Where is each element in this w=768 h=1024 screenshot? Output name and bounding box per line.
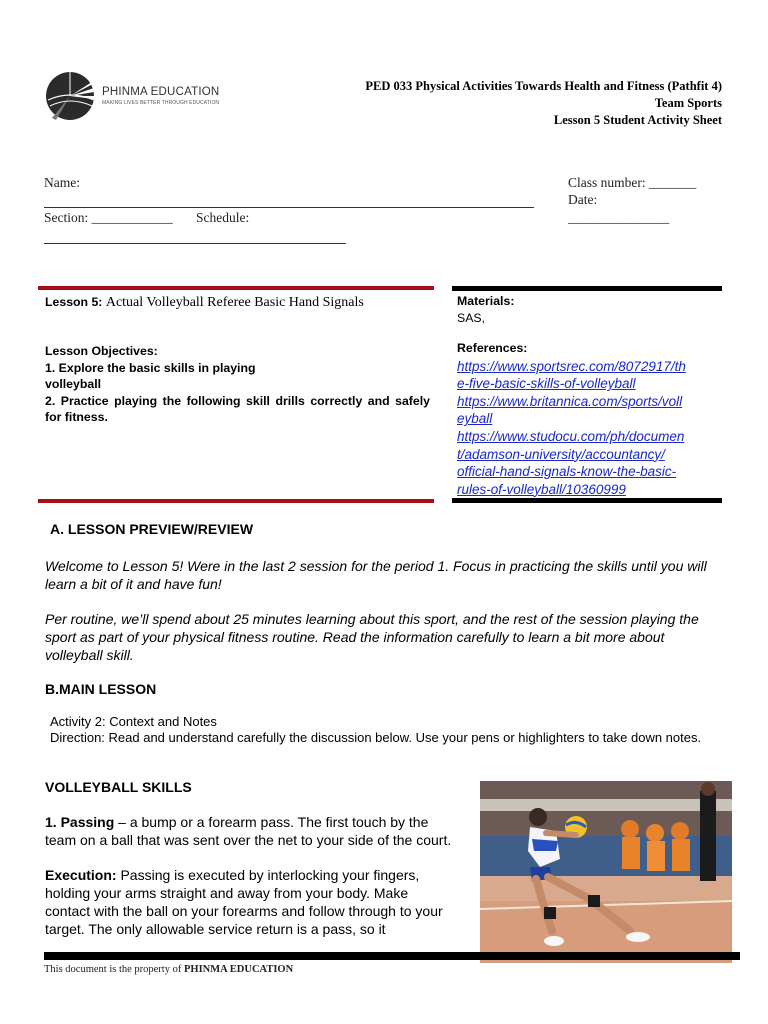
top-black-rule [452, 286, 722, 291]
execution-text: Passing is executed by interlocking your fingers, holding your arms straight and away from your body. Make contact with the ball on your forearms and follow through to your target. The only allowable service return is a pass, so it [45, 867, 443, 937]
section-a-paragraph-2: Per routine, we’ll spend about 25 minutes learning about this sport, and the rest of the session playing the sport as part of your physical fitness routine. Read the information carefully to learn a bit more about volleyball skill. [45, 611, 699, 663]
footer-rule [44, 952, 740, 960]
lesson-title: Actual Volleyball Referee Basic Hand Signals [105, 295, 364, 310]
section-label[interactable]: Section: ____________ [44, 210, 173, 225]
references-block [457, 340, 722, 498]
course-title: PED 033 Physical Activities Towards Health and Fitness (Pathfit 4) [365, 79, 722, 93]
logo-tagline: MAKING LIVES BETTER THROUGH EDUCATION [102, 100, 220, 106]
logo-emblem-icon [44, 70, 98, 122]
objective-1: 1. Explore the basic skills in playing [45, 360, 256, 375]
materials-heading: Materials: [457, 294, 515, 308]
footer-prefix: This document is the property of [44, 964, 184, 975]
document-header [365, 78, 722, 129]
name-underline[interactable] [44, 207, 534, 208]
name-label: Name: [44, 175, 80, 190]
section-a-paragraph-1: Welcome to Lesson 5! Were in the last 2 session for the period 1. Focus in practicing the skills until you will learn a bit of it and have fun! [45, 558, 707, 592]
section-a-heading: A. LESSON PREVIEW/REVIEW [50, 521, 254, 537]
execution-label: Execution: [45, 867, 117, 883]
passing-label: 1. Passing [45, 814, 115, 830]
footer-text [44, 964, 293, 975]
subject-title: Team Sports [654, 96, 722, 110]
sheet-title: Lesson 5 Student Activity Sheet [553, 113, 722, 127]
phinma-logo [44, 70, 224, 122]
lesson-title-line [45, 294, 435, 312]
volleyball-player-photo [480, 781, 732, 963]
reference-link-sportsrec[interactable]: https://www.sportsrec.com/8072917/th e-five-basic-skills-of-volleyball [457, 358, 686, 392]
reference-link-studocu[interactable]: https://www.studocu.com/ph/documen t/adamson-university/accountancy/ official-hand-signals-know-the-basic- rules-of-volleyball/10360999 [457, 428, 685, 497]
passing-paragraph [45, 813, 463, 849]
lesson-label: Lesson 5: [45, 295, 103, 309]
schedule-label: Schedule: [196, 210, 250, 225]
schedule-underline[interactable] [44, 243, 346, 244]
footer-owner: PHINMA EDUCATION [183, 964, 294, 975]
top-red-rule [38, 286, 434, 290]
references-heading: References: [457, 341, 528, 355]
execution-paragraph [45, 866, 455, 938]
passing-text: – a bump or a forearm pass. The first touch by the team on a ball that was sent over the net to your side of the court. [45, 814, 452, 848]
class-number-label[interactable]: Class number: _______ [568, 175, 697, 190]
objective-1-cont: volleyball [45, 377, 102, 391]
objective-2: 2. Practice playing the following skill drills correctly and safely for fitness. [45, 393, 430, 424]
activity-direction: Direction: Read and understand carefully the discussion below. Use your pens or highlighters to take down notes. [50, 730, 702, 745]
reference-link-britannica[interactable]: https://www.britannica.com/sports/voll eyball [457, 393, 683, 427]
objectives-heading: Lesson Objectives: [45, 344, 158, 358]
activity-title: Activity 2: Context and Notes [50, 714, 217, 729]
bottom-red-rule [38, 499, 434, 503]
section-b-heading: B.MAIN LESSON [45, 681, 157, 697]
materials-value: SAS, [457, 310, 486, 325]
bottom-black-rule [452, 498, 722, 503]
skills-heading: VOLLEYBALL SKILLS [45, 779, 192, 795]
materials-block [457, 293, 722, 326]
date-underline[interactable]: _______________ [568, 210, 670, 225]
lesson-objectives [45, 343, 430, 426]
date-label: Date: [568, 192, 598, 207]
logo-name: PHINMA EDUCATION [102, 86, 220, 98]
